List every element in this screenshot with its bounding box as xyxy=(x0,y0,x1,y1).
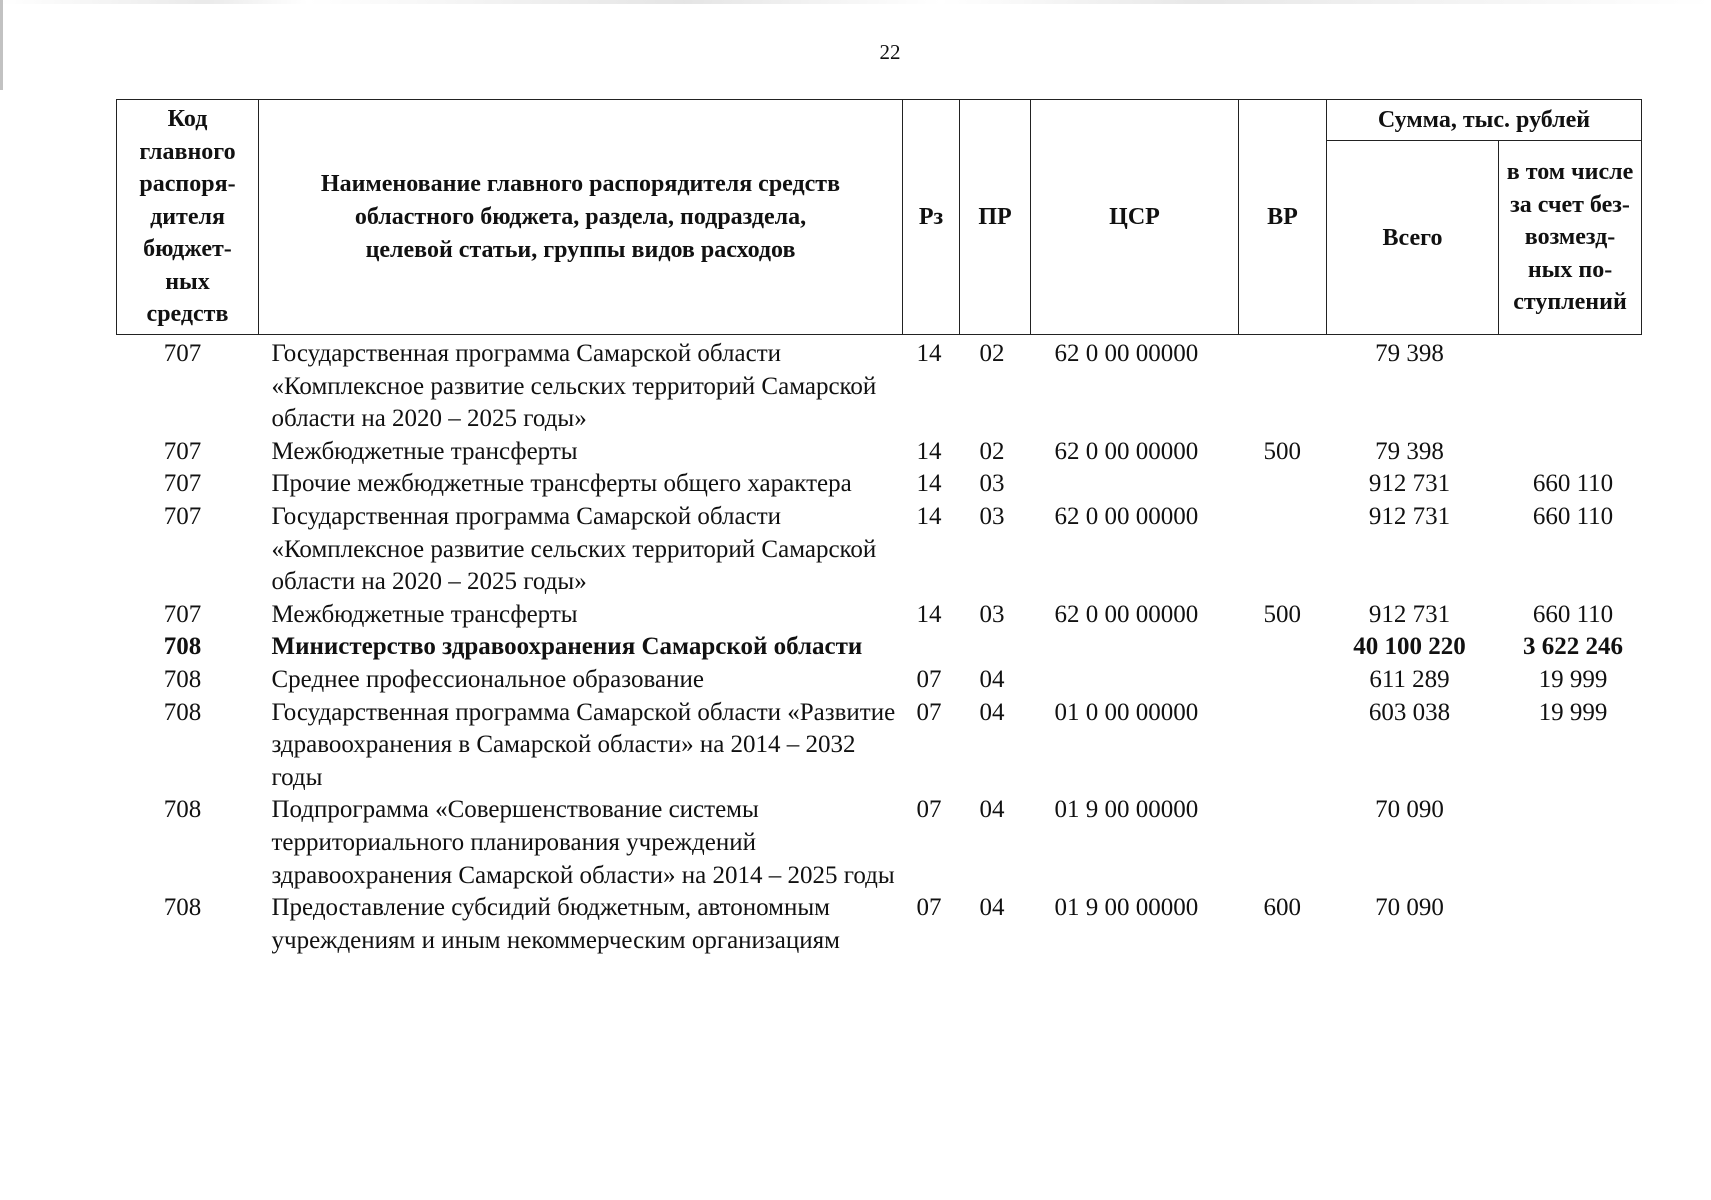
table-row xyxy=(117,599,1642,632)
cell-csr: 01 0 00 00000 xyxy=(1054,698,1199,726)
cell-including xyxy=(1499,794,1642,892)
table-row xyxy=(117,501,1642,599)
cell-rz: 14 xyxy=(916,470,942,498)
cell-including: 19 999 xyxy=(1538,665,1608,693)
cell-rz: 14 xyxy=(916,437,942,465)
cell-vr xyxy=(1239,501,1327,599)
cell-rz: 14 xyxy=(916,340,942,367)
cell-code: 707 xyxy=(163,437,202,465)
cell-total: 912 731 xyxy=(1368,502,1451,530)
cell-including: 660 110 xyxy=(1532,470,1614,498)
header-rz: Рз xyxy=(903,100,960,335)
cell-csr: 62 0 00 00000 xyxy=(1054,340,1199,367)
header-total: Всего xyxy=(1327,141,1499,335)
cell-total: 70 090 xyxy=(1375,894,1444,922)
cell-csr: 01 9 00 00000 xyxy=(1054,894,1199,922)
cell-rz: 07 xyxy=(916,665,942,693)
cell-including: 3 622 246 xyxy=(1523,633,1623,661)
cell-code: 707 xyxy=(163,600,202,628)
page-number: 22 xyxy=(879,40,901,64)
cell-code: 708 xyxy=(163,894,202,922)
cell-total: 611 289 xyxy=(1369,665,1450,693)
cell-code: 707 xyxy=(163,340,202,367)
cell-total: 79 398 xyxy=(1375,340,1444,367)
cell-rz xyxy=(903,631,960,664)
cell-vr: 600 xyxy=(1263,894,1301,922)
cell-including xyxy=(1499,335,1642,436)
table-row xyxy=(117,631,1642,664)
table-row xyxy=(117,664,1642,697)
header-name: Наименование главного распорядителя средств областного бюджета, раздела, подраздела, целевой статьи, группы видов расходов xyxy=(259,100,903,335)
cell-code: 707 xyxy=(163,502,202,530)
scan-edge-top xyxy=(0,0,1711,4)
cell-pr xyxy=(960,631,1031,664)
cell-pr: 04 xyxy=(979,796,1005,824)
cell-including: 660 110 xyxy=(1532,502,1614,530)
table-row xyxy=(117,468,1642,501)
cell-pr: 03 xyxy=(979,502,1005,530)
cell-name: Государственная программа Самарской области «Развитие здравоохранения в Самарской области» на 2014 – 2032 годы xyxy=(271,698,896,791)
cell-pr: 04 xyxy=(979,894,1005,922)
cell-name: Межбюджетные трансферты xyxy=(271,437,578,465)
cell-total: 603 038 xyxy=(1368,698,1451,726)
cell-vr xyxy=(1239,794,1327,892)
cell-vr xyxy=(1239,664,1327,697)
cell-total: 912 731 xyxy=(1368,600,1451,628)
table-body xyxy=(117,335,1642,958)
cell-rz: 14 xyxy=(916,600,942,628)
cell-name: Государственная программа Самарской области «Комплексное развитие сельских территорий Самарской области на 2020 – 2025 годы» xyxy=(271,502,877,596)
cell-total: 70 090 xyxy=(1375,796,1444,824)
cell-code: 708 xyxy=(163,796,202,824)
cell-csr: 01 9 00 00000 xyxy=(1054,796,1199,824)
cell-rz: 07 xyxy=(916,894,942,922)
cell-vr xyxy=(1239,468,1327,501)
cell-name: Среднее профессиональное образование xyxy=(271,665,704,693)
table-row xyxy=(117,335,1642,436)
cell-pr: 03 xyxy=(979,470,1005,498)
cell-pr: 04 xyxy=(979,665,1005,693)
header-including: в том числе за счет без- возмезд- ных по- ступлений xyxy=(1499,141,1642,335)
cell-csr xyxy=(1031,468,1239,501)
table-header xyxy=(117,100,1642,335)
cell-vr xyxy=(1239,631,1327,664)
cell-code: 708 xyxy=(163,633,202,661)
table-row xyxy=(117,892,1642,957)
header-code: Код главного распоря- дителя бюджет- ных средств xyxy=(117,100,259,335)
cell-rz: 07 xyxy=(916,698,942,726)
header-vr: ВР xyxy=(1239,100,1327,335)
cell-total: 79 398 xyxy=(1375,437,1444,465)
cell-code: 708 xyxy=(163,698,202,726)
table-row xyxy=(117,794,1642,892)
cell-total: 912 731 xyxy=(1368,470,1451,498)
cell-csr xyxy=(1031,631,1239,664)
cell-csr xyxy=(1031,664,1239,697)
table-row xyxy=(117,697,1642,795)
cell-including: 660 110 xyxy=(1532,600,1614,628)
cell-including xyxy=(1499,436,1642,469)
cell-including: 19 999 xyxy=(1538,698,1608,726)
cell-name: Межбюджетные трансферты xyxy=(271,600,578,628)
cell-pr: 03 xyxy=(979,600,1005,628)
cell-csr: 62 0 00 00000 xyxy=(1054,600,1199,628)
cell-name: Государственная программа Самарской области «Комплексное развитие сельских территорий Самарской области на 2020 – 2025 годы» xyxy=(271,340,877,433)
cell-total: 40 100 220 xyxy=(1353,633,1466,661)
cell-pr: 02 xyxy=(979,340,1005,367)
cell-pr: 02 xyxy=(979,437,1005,465)
cell-name: Предоставление субсидий бюджетным, автономным учреждениям и иным некоммерческим организациям xyxy=(271,894,840,954)
cell-csr: 62 0 00 00000 xyxy=(1054,502,1199,530)
cell-rz: 07 xyxy=(916,796,942,824)
cell-vr: 500 xyxy=(1263,600,1301,628)
header-sum: Сумма, тыс. рублей xyxy=(1327,100,1642,141)
cell-csr: 62 0 00 00000 xyxy=(1054,437,1199,465)
cell-name: Прочие межбюджетные трансферты общего характера xyxy=(271,470,852,498)
cell-name: Подпрограмма «Совершенствование системы территориального планирования учреждений здравоохранения Самарской области» на 2014 – 2025 годы xyxy=(271,796,895,889)
cell-pr: 04 xyxy=(979,698,1005,726)
budget-table xyxy=(116,99,1642,957)
table-row xyxy=(117,436,1642,469)
cell-vr xyxy=(1239,335,1327,436)
header-csr: ЦСР xyxy=(1031,100,1239,335)
cell-including xyxy=(1499,892,1642,957)
header-pr: ПР xyxy=(960,100,1031,335)
cell-code: 707 xyxy=(163,470,202,498)
cell-name: Министерство здравоохранения Самарской области xyxy=(271,633,863,661)
cell-vr xyxy=(1239,697,1327,795)
cell-vr: 500 xyxy=(1263,437,1301,465)
cell-rz: 14 xyxy=(916,502,942,530)
cell-code: 708 xyxy=(163,665,202,693)
